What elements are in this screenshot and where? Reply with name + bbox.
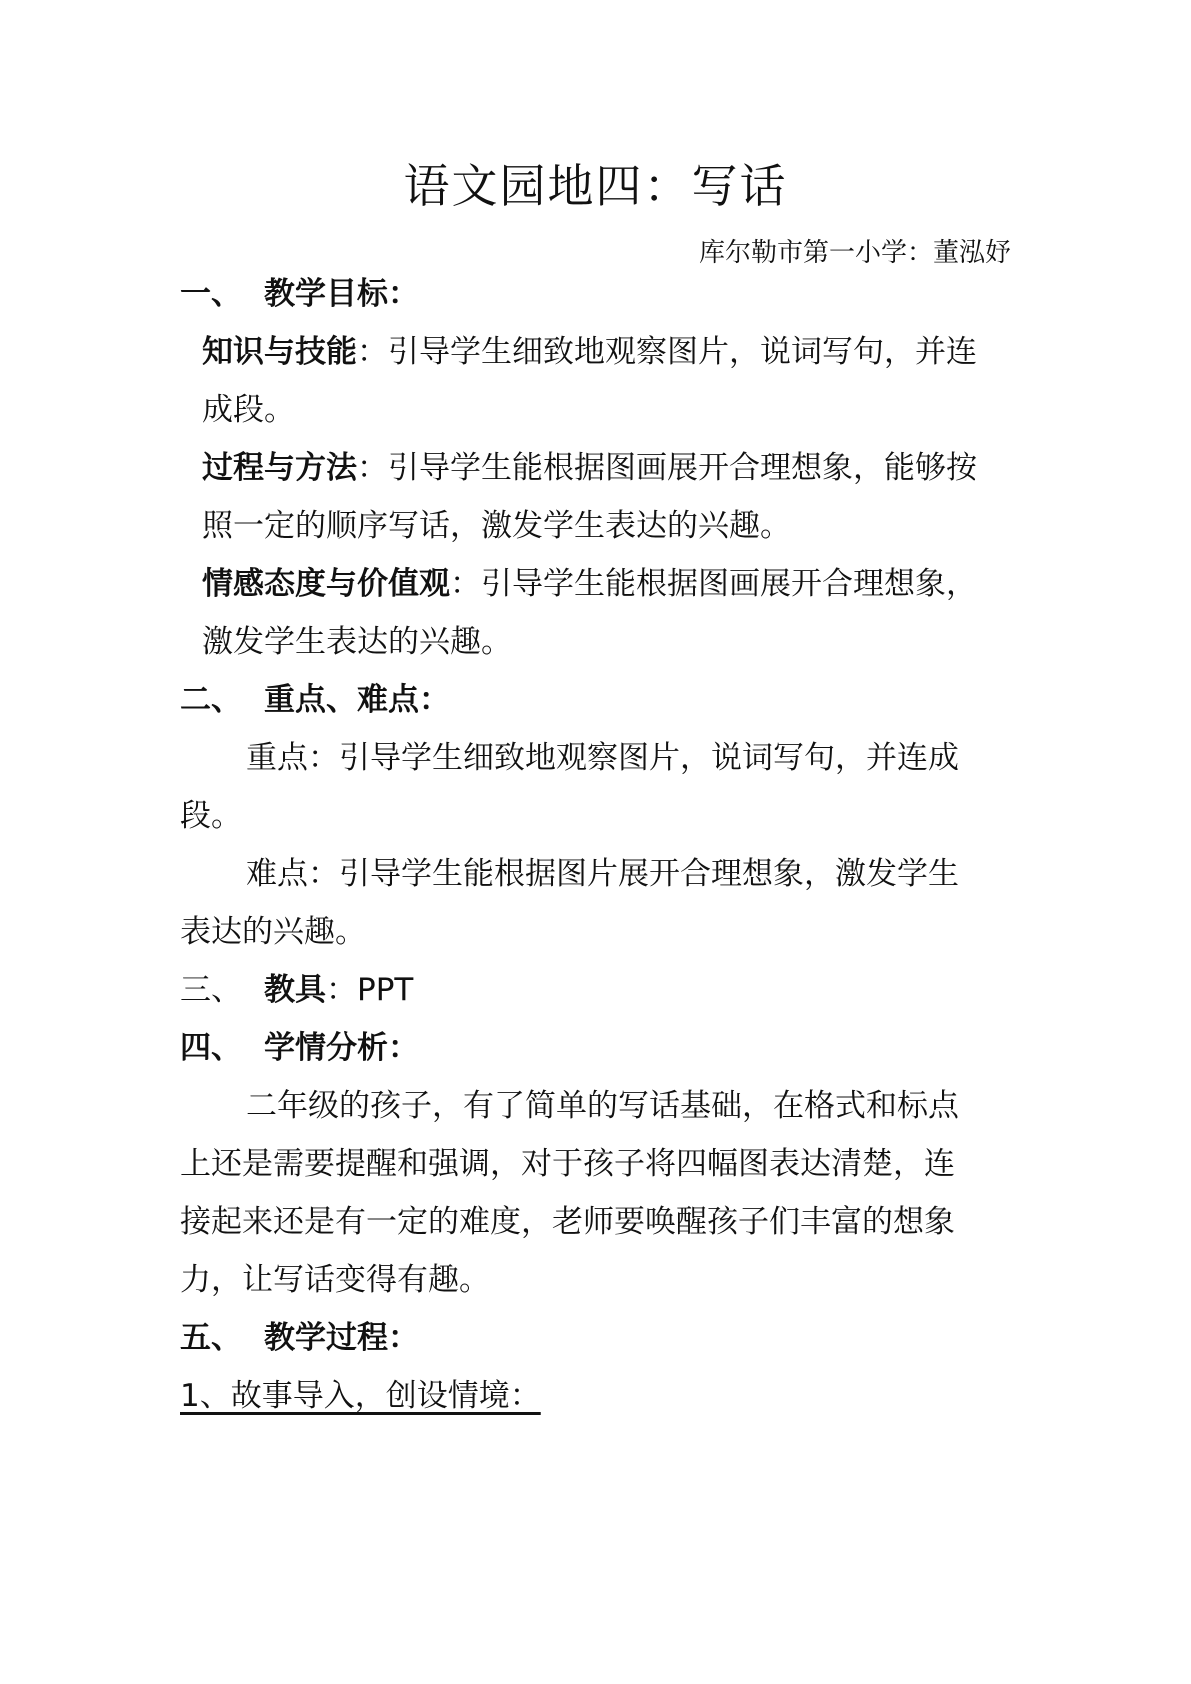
emotion-values-text: ：引导学生能根据图画展开合理想象， xyxy=(450,566,977,602)
section-2-title: 重点、难点： xyxy=(264,682,450,718)
section-3-number: 三、 xyxy=(180,972,242,1008)
analysis-line-4: 力，让写话变得有趣。 xyxy=(180,1262,490,1298)
section-1-title: 教学目标： xyxy=(264,276,419,312)
section-1-number: 一、 xyxy=(180,276,242,312)
knowledge-skills-text: ：引导学生细致地观察图片，说词写句，并连 xyxy=(357,334,977,370)
difficulty-line: 难点：引导学生能根据图片展开合理想象，激发学生 xyxy=(246,856,959,892)
process-method-continuation: 照一定的顺序写话，激发学生表达的兴趣。 xyxy=(202,508,791,544)
step-1-heading: 1、故事导入，创设情境： xyxy=(180,1378,541,1414)
section-2-heading xyxy=(180,680,1020,720)
section-4-title: 学情分析： xyxy=(264,1030,419,1066)
emotion-values-line xyxy=(202,564,1042,604)
knowledge-skills-continuation: 成段。 xyxy=(202,392,295,428)
analysis-line-1: 二年级的孩子，有了简单的写话基础，在格式和标点 xyxy=(246,1088,959,1124)
section-5-title: 教学过程： xyxy=(264,1320,419,1356)
page-title: 语文园地四：写话 xyxy=(403,159,788,213)
section-1-heading xyxy=(180,274,1020,314)
section-4-number: 四、 xyxy=(180,1030,242,1066)
process-method-line xyxy=(202,448,1042,488)
emotion-values-label: 情感态度与价值观 xyxy=(202,566,450,602)
teaching-aids-text: ：PPT xyxy=(326,972,414,1008)
analysis-line-2: 上还是需要提醒和强调，对于孩子将四幅图表达清楚，连 xyxy=(180,1146,955,1182)
process-method-label: 过程与方法 xyxy=(202,450,357,486)
section-2-number: 二、 xyxy=(180,682,242,718)
section-5-number: 五、 xyxy=(180,1320,242,1356)
knowledge-skills-label: 知识与技能 xyxy=(202,334,357,370)
section-3-heading xyxy=(180,970,1020,1010)
key-point-line: 重点：引导学生细致地观察图片，说词写句，并连成 xyxy=(246,740,959,776)
process-method-text: ：引导学生能根据图画展开合理想象，能够按 xyxy=(357,450,977,486)
author-line: 库尔勒市第一小学：董泓妤 xyxy=(698,238,1011,268)
difficulty-continuation: 表达的兴趣。 xyxy=(180,914,366,950)
teaching-aids-label: 教具 xyxy=(264,972,326,1008)
section-4-heading xyxy=(180,1028,1020,1068)
analysis-line-3: 接起来还是有一定的难度，老师要唤醒孩子们丰富的想象 xyxy=(180,1204,955,1240)
key-point-continuation: 段。 xyxy=(180,798,242,834)
emotion-values-continuation: 激发学生表达的兴趣。 xyxy=(202,624,512,660)
section-5-heading xyxy=(180,1318,1020,1358)
knowledge-skills-line xyxy=(202,332,1042,372)
